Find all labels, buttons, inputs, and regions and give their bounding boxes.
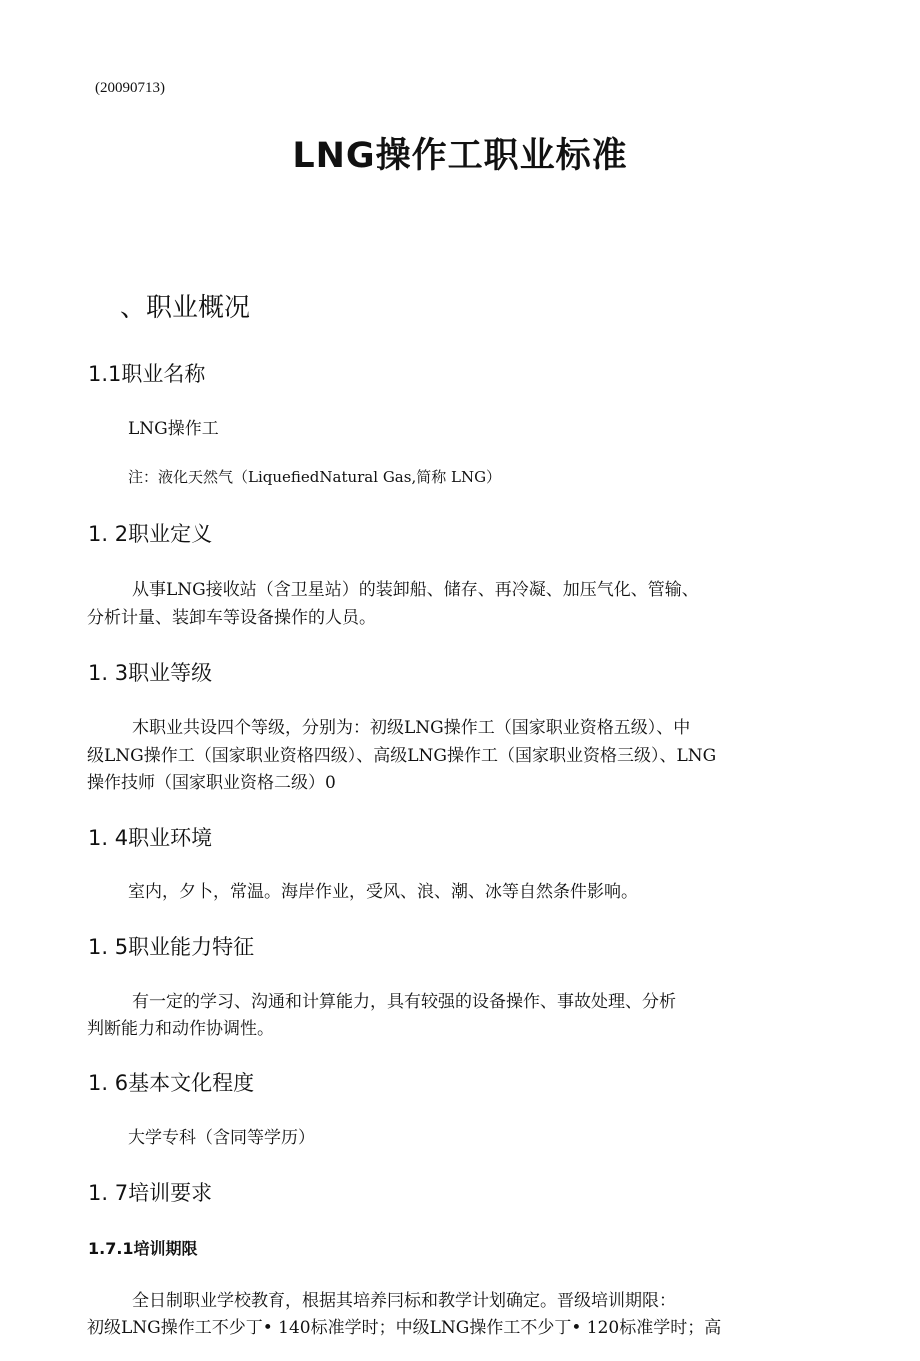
paragraph-line: 从事LNG接收站（含卫星站）的装卸船、储存、再冷凝、加压气化、管输、 (132, 580, 699, 600)
paragraph-line: LNG操作工 (128, 419, 219, 439)
heading-1-5: 1. 5职业能力特征 (88, 935, 255, 959)
heading-1-4: 1. 4职业环境 (88, 826, 213, 850)
paragraph-line: 木职业共设四个等级，分别为：初级LNG操作工（国家职业资格五级）、中 (132, 718, 691, 738)
document-title: LNG操作工职业标准 (292, 136, 628, 176)
heading-1-2: 1. 2职业定义 (88, 522, 213, 546)
heading-1-1: 1.1职业名称 (88, 362, 206, 386)
paragraph-line: 判断能力和动作协调性。 (87, 1019, 274, 1039)
paragraph-line: 级LNG操作工（国家职业资格四级）、高级LNG操作工（国家职业资格三级）、LNG (87, 746, 717, 766)
heading-1-7: 1. 7培训要求 (88, 1181, 213, 1205)
paragraph-line: 室内，夕卜，常温。海岸作业，受风、浪、潮、冰等自然条件影响。 (128, 882, 638, 902)
heading-1-7-1: 1.7.1培训期限 (88, 1239, 198, 1258)
paragraph-line: 分析计量、装卸车等设备操作的人员。 (87, 608, 376, 628)
paragraph-line: 初级LNG操作工不少丁• 140标准学时；中级LNG操作工不少丁• 120标准学时；高 (87, 1318, 722, 1338)
heading-1-3: 1. 3职业等级 (88, 661, 213, 685)
paragraph-line: 大学专科（含同等学历） (128, 1128, 315, 1148)
heading-1-6: 1. 6基本文化程度 (88, 1071, 255, 1095)
section-title: 、职业概况 (120, 293, 251, 323)
note-text: 注：液化天然气（LiquefiedNatural Gas,简称 LNG） (128, 468, 502, 486)
document-date: (20090713) (95, 80, 165, 96)
paragraph-line: 有一定的学习、沟通和计算能力，具有较强的设备操作、事故处理、分析 (132, 992, 676, 1012)
paragraph-line: 操作技师（国家职业资格二级）0 (87, 773, 336, 793)
paragraph-line: 全日制职业学校教育，根据其培养冃标和教学计划确定。晋级培训期限： (132, 1291, 676, 1311)
